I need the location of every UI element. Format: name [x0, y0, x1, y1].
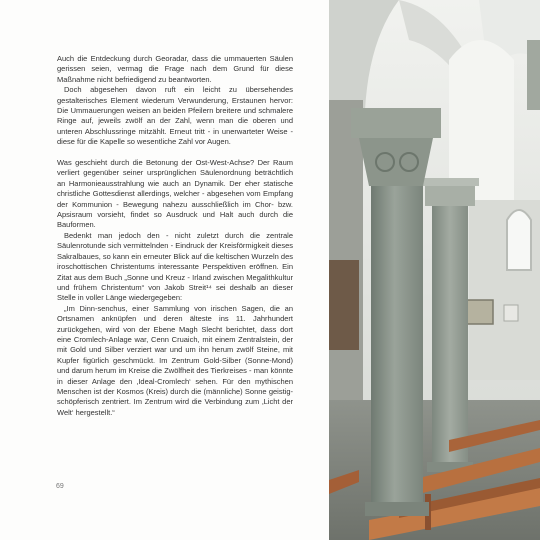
right-edge-column — [527, 40, 540, 110]
body-text — [57, 54, 293, 418]
chapel-interior-illustration — [329, 0, 540, 540]
arch-opening — [449, 40, 514, 200]
page-number: 69 — [56, 483, 64, 490]
paragraph-4: Bedenkt man jedoch den - nicht zuletzt durch die zentrale Säulenrotunde sich vermittelnden - Eindruck der Kreisförmigkeit dieses Sakralbaues, so kann ein erneuter Blick auf die keltischen Wurzeln des iroschottischen Christentums interessante Perspektiven eröffnen. Ein Zitat aus dem Buch „Sonne und Kreuz - Irland zwischen Megalithkultur und frühem Christentum“ von Jakob Streit¹⁴ sei deshalb an dieser Stelle in voller Länge wiedergegeben: — [57, 230, 293, 303]
wooden-door — [329, 260, 359, 350]
paragraph-1: Auch die Entdeckung durch Georadar, dass die ummauerten Säulen gerissen seien, vermag die Frage nach dem Grund für diese Maßnahme nicht befriedigend zu beantworten. — [57, 54, 293, 84]
front-column-base — [365, 502, 429, 516]
quotation-paragraph: „Im Dinn-senchus, einer Sammlung von irischen Sagen, die an Ortsnamen anknüpfen und deren älteste ins 11. Jahrhundert zurückgehen, wird von der Ebene Magh Slecht berichtet, dass dort eine Cromlech-Anlage war, Cenn Cruaich, mit einem Zentralstein, der mit Gold und Silber verziert war und um ihn herum zwölf Steine, mit Kupfer figürlich geschmückt. Im Zentrum Gold-Silber (Sonne-Mond) und darum herum im Kreise die Zwölfheit des Tierkreises - man könnte in dieser Anlage den ‚Ideal-Cromlech‘ sehen. Für den mythischen Menschen ist der Kosmos (Kreis) durch die (männliche) Sonne geistig-schöpferisch zentriert. Im Zentrum wird die Verbindung zum ‚Licht der Welt‘ hergestellt.“ — [57, 303, 293, 417]
paragraph-3: Was geschieht durch die Betonung der Ost-West-Achse? Der Raum verliert gegenüber seiner ursprünglichen Säulenordnung beträchtlich an Harmonieausstrahlung wie auch an Dynamik. Der eher statische christliche Gottesdienst allerdings, welcher - abgesehen vom Empfang der Kommunion - Bewegung nahezu ausschließlich im Chor- bzw. Apsisraum vorsieht, findet so Ausdruck und Halt auch durch die Bauformen. — [57, 158, 293, 230]
back-abacus — [421, 178, 479, 186]
back-column-shaft — [432, 206, 468, 466]
front-capital — [359, 138, 433, 186]
front-column-shaft — [371, 186, 423, 506]
paragraph-2: Doch abgesehen davon ruft ein leicht zu übersehendes gestalterisches Element wiederum Verwunderung, Erstaunen hervor: Die Ummauerungen weisen an beiden Pfeilern breitere und schmalere Ringe auf, jeweils zwölf an der Zahl, wenn man die oberen und unteren Abschlussringe mitzählt. Erneut tritt - in unerwarteter Weise - diese für die Kapelle so wesentliche Zahl vor Augen. — [57, 85, 293, 147]
chapel-interior-photo — [329, 0, 540, 540]
wall-plaque — [504, 305, 518, 321]
front-abacus — [351, 108, 441, 138]
arched-window — [507, 210, 531, 270]
